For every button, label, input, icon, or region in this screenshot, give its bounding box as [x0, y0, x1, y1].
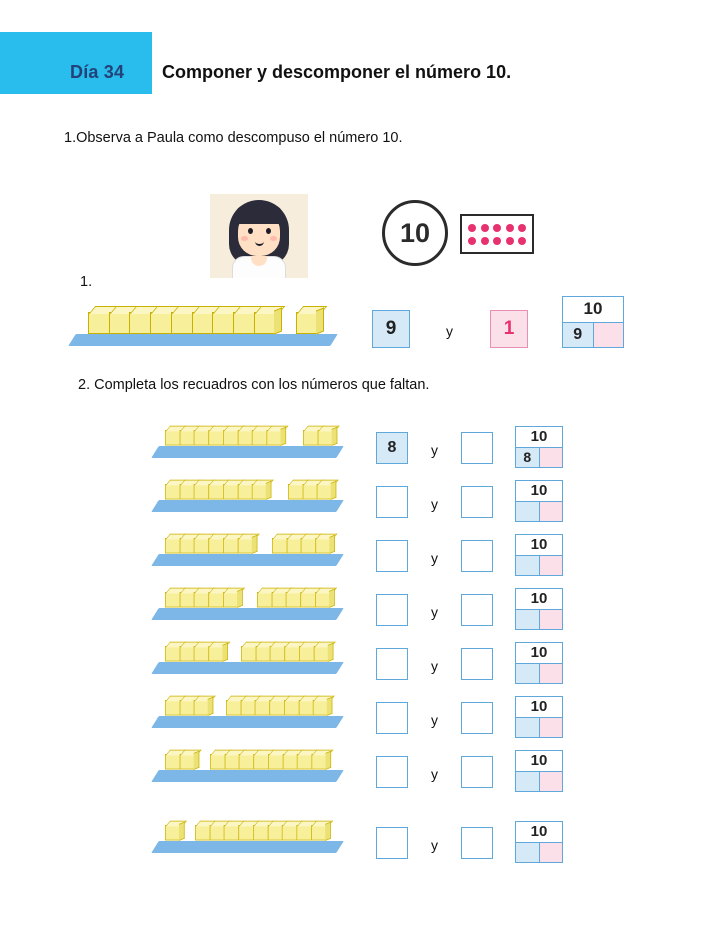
- exercise-addend-a-5[interactable]: [376, 648, 408, 680]
- exercise-addend-a-8[interactable]: [376, 827, 408, 859]
- cube-icon: [282, 754, 297, 769]
- cube-icon: [266, 430, 281, 445]
- result-part-right[interactable]: [540, 556, 563, 576]
- cube-icon: [223, 825, 238, 840]
- exercise-addend-b-3[interactable]: [461, 540, 493, 572]
- cube-train: [288, 484, 332, 499]
- dot-icon: [518, 224, 526, 232]
- result-total: 10: [563, 297, 623, 323]
- cube-icon: [194, 430, 209, 445]
- cube-icon: [165, 754, 180, 769]
- dot-icon: [493, 237, 501, 245]
- result-part-left[interactable]: 8: [516, 448, 540, 468]
- cube-icon: [224, 754, 239, 769]
- result-part-right[interactable]: [594, 323, 624, 348]
- cube-icon: [194, 646, 209, 661]
- cube-icon: [281, 825, 296, 840]
- cube-icon: [267, 825, 282, 840]
- exercise-addend-b-4[interactable]: [461, 594, 493, 626]
- shadow-strip: [68, 334, 337, 346]
- cheek-left-icon: [241, 236, 248, 241]
- cube-train: [303, 430, 333, 445]
- cube-icon: [270, 646, 285, 661]
- cube-icon: [165, 484, 180, 499]
- cube-icon: [165, 430, 180, 445]
- cube-icon: [223, 538, 238, 553]
- cube-icon: [165, 825, 180, 840]
- cube-icon: [286, 538, 301, 553]
- cube-train: [165, 538, 253, 553]
- exercise-addend-a-7[interactable]: [376, 756, 408, 788]
- shadow-strip: [151, 662, 343, 674]
- cube-train: [210, 754, 327, 769]
- cube-icon: [239, 754, 254, 769]
- separator-label: y: [431, 442, 438, 458]
- dot-icon: [481, 237, 489, 245]
- result-part-left[interactable]: [516, 772, 540, 792]
- shadow-strip: [151, 446, 343, 458]
- result-part-right[interactable]: [540, 843, 563, 863]
- dot-icon: [506, 237, 514, 245]
- cube-icon: [317, 430, 332, 445]
- eye-right-icon: [266, 228, 271, 234]
- separator-label: y: [446, 323, 453, 339]
- result-parts: [516, 718, 562, 738]
- cube-icon: [272, 538, 287, 553]
- cube-icon: [269, 700, 284, 715]
- cube-icon: [179, 592, 194, 607]
- paula-illustration: [210, 194, 308, 278]
- cube-train: [165, 484, 267, 499]
- result-box[interactable]: [515, 750, 563, 792]
- result-box[interactable]: [515, 696, 563, 738]
- cube-icon: [192, 312, 214, 334]
- cube-icon: [179, 754, 194, 769]
- day-label: Día 34: [70, 62, 125, 82]
- cube-icon: [223, 430, 238, 445]
- shadow-strip: [151, 500, 343, 512]
- separator-label: y: [431, 837, 438, 853]
- cube-icon: [223, 484, 238, 499]
- fringe-icon: [234, 204, 284, 224]
- result-part-right[interactable]: [540, 718, 563, 738]
- shadow-strip: [151, 841, 343, 853]
- cube-icon: [165, 646, 180, 661]
- cube-icon: [314, 592, 329, 607]
- cube-icon: [208, 592, 223, 607]
- cube-train: [88, 312, 276, 334]
- cube-icon: [208, 484, 223, 499]
- cube-train: [165, 754, 195, 769]
- cube-icon: [297, 754, 312, 769]
- cube-train: [272, 538, 331, 553]
- result-part-left[interactable]: [516, 664, 540, 684]
- separator-label: y: [431, 550, 438, 566]
- cube-icon: [301, 538, 316, 553]
- exercise-addend-a-2[interactable]: [376, 486, 408, 518]
- exercise-addend-a-4[interactable]: [376, 594, 408, 626]
- cube-icon: [212, 312, 234, 334]
- result-part-right[interactable]: [540, 664, 563, 684]
- cube-icon: [241, 646, 256, 661]
- shadow-strip: [151, 716, 343, 728]
- exercise-addend-a-6[interactable]: [376, 702, 408, 734]
- cube-icon: [284, 646, 299, 661]
- eye-left-icon: [248, 228, 253, 234]
- cube-icon: [165, 592, 180, 607]
- result-total: 10: [516, 535, 562, 556]
- cube-icon: [195, 825, 210, 840]
- cube-icon: [271, 592, 286, 607]
- cube-icon: [194, 538, 209, 553]
- cube-icon: [208, 646, 223, 661]
- exercise-addend-b-8[interactable]: [461, 827, 493, 859]
- cube-train: [241, 646, 329, 661]
- cube-icon: [109, 312, 131, 334]
- result-part-right[interactable]: [540, 772, 563, 792]
- dot-icon: [493, 224, 501, 232]
- cube-icon: [209, 825, 224, 840]
- cube-icon: [255, 646, 270, 661]
- page-title: Componer y descomponer el número 10.: [162, 62, 512, 82]
- example-item-number: 1.: [80, 274, 93, 290]
- dot-icon: [468, 224, 476, 232]
- result-box[interactable]: [515, 426, 563, 468]
- cube-icon: [233, 312, 255, 334]
- result-box[interactable]: [515, 588, 563, 630]
- cube-train: [165, 592, 238, 607]
- dot-icon: [468, 237, 476, 245]
- cube-icon: [194, 700, 209, 715]
- cube-icon: [285, 592, 300, 607]
- cube-icon: [252, 825, 267, 840]
- cube-icon: [194, 484, 209, 499]
- cheek-right-icon: [270, 236, 277, 241]
- result-total: 10: [516, 697, 562, 718]
- cube-icon: [288, 484, 303, 499]
- cube-icon: [171, 312, 193, 334]
- separator-label: y: [431, 604, 438, 620]
- dot-icon: [481, 224, 489, 232]
- result-total: 10: [516, 643, 562, 664]
- result-part-right[interactable]: [540, 448, 563, 468]
- cube-train: [165, 430, 282, 445]
- dot-icon: [518, 237, 526, 245]
- result-total: 10: [516, 589, 562, 610]
- result-box[interactable]: [515, 480, 563, 522]
- result-parts: [563, 323, 623, 348]
- result-part-left[interactable]: [516, 556, 540, 576]
- cube-icon: [237, 430, 252, 445]
- result-part-left[interactable]: [516, 502, 540, 522]
- cube-icon: [283, 700, 298, 715]
- cube-icon: [88, 312, 110, 334]
- cube-icon: [316, 484, 331, 499]
- result-total: 10: [516, 822, 562, 843]
- cube-icon: [223, 592, 238, 607]
- cube-train: [226, 700, 328, 715]
- cube-icon: [254, 312, 276, 334]
- result-parts: [516, 502, 562, 522]
- cube-icon: [165, 700, 180, 715]
- separator-label: y: [431, 766, 438, 782]
- shadow-strip: [151, 554, 343, 566]
- separator-label: y: [431, 658, 438, 674]
- cube-icon: [238, 825, 253, 840]
- cube-icon: [302, 484, 317, 499]
- cube-icon: [179, 538, 194, 553]
- cube-train: [165, 646, 224, 661]
- dot-icon: [506, 224, 514, 232]
- cube-train: [165, 825, 180, 840]
- cube-icon: [268, 754, 283, 769]
- exercise-addend-b-1[interactable]: [461, 432, 493, 464]
- ten-frame-row: [468, 237, 526, 245]
- cube-icon: [129, 312, 151, 334]
- separator-label: y: [431, 496, 438, 512]
- ten-frame-row: [468, 224, 526, 232]
- shadow-strip: [151, 770, 343, 782]
- cube-icon: [208, 430, 223, 445]
- cube-icon: [253, 754, 268, 769]
- ten-frame: [460, 214, 534, 254]
- cube-icon: [296, 312, 318, 334]
- result-total: 10: [516, 427, 562, 448]
- cube-icon: [208, 538, 223, 553]
- cube-train: [257, 592, 330, 607]
- instruction-one: 1.Observa a Paula como descompuso el número 10.: [64, 130, 403, 146]
- cube-icon: [315, 538, 330, 553]
- cube-icon: [312, 700, 327, 715]
- cube-icon: [179, 430, 194, 445]
- cube-icon: [313, 646, 328, 661]
- cube-icon: [310, 825, 325, 840]
- exercise-addend-b-2[interactable]: [461, 486, 493, 518]
- cube-icon: [303, 430, 318, 445]
- exercise-addend-b-7[interactable]: [461, 756, 493, 788]
- exercise-addend-b-6[interactable]: [461, 702, 493, 734]
- cube-icon: [237, 484, 252, 499]
- cube-icon: [179, 484, 194, 499]
- cube-icon: [257, 592, 272, 607]
- result-parts: [516, 556, 562, 576]
- ten-circle: 10: [382, 200, 448, 266]
- cube-icon: [299, 646, 314, 661]
- cube-icon: [252, 430, 267, 445]
- result-total: 10: [516, 481, 562, 502]
- cube-icon: [210, 754, 225, 769]
- result-part-left[interactable]: [516, 718, 540, 738]
- result-part-left[interactable]: 9: [563, 323, 594, 348]
- result-part-right[interactable]: [540, 610, 563, 630]
- cube-icon: [165, 538, 180, 553]
- result-part-left[interactable]: [516, 843, 540, 863]
- exercise-addend-a-1[interactable]: 8: [376, 432, 408, 464]
- cube-icon: [226, 700, 241, 715]
- cube-icon: [179, 700, 194, 715]
- cube-icon: [296, 825, 311, 840]
- cube-train: [165, 700, 209, 715]
- result-parts: [516, 772, 562, 792]
- result-part-right[interactable]: [540, 502, 563, 522]
- cube-icon: [240, 700, 255, 715]
- result-parts: [516, 843, 562, 863]
- result-part-left[interactable]: [516, 610, 540, 630]
- separator-label: y: [431, 712, 438, 728]
- result-parts: [516, 664, 562, 684]
- result-box[interactable]: [515, 534, 563, 576]
- cube-icon: [311, 754, 326, 769]
- example-addend-b[interactable]: 1: [490, 310, 528, 348]
- instruction-two: 2. Completa los recuadros con los números que faltan.: [78, 377, 430, 393]
- cube-icon: [150, 312, 172, 334]
- cube-train: [195, 825, 326, 840]
- shadow-strip: [151, 608, 343, 620]
- cube-icon: [194, 592, 209, 607]
- exercise-addend-a-3[interactable]: [376, 540, 408, 572]
- cube-icon: [179, 646, 194, 661]
- result-parts: [516, 448, 562, 468]
- result-box[interactable]: [562, 296, 624, 348]
- example-addend-a[interactable]: 9: [372, 310, 410, 348]
- cube-icon: [237, 538, 252, 553]
- cube-icon: [252, 484, 267, 499]
- cube-icon: [298, 700, 313, 715]
- cube-train: [296, 312, 318, 334]
- result-parts: [516, 610, 562, 630]
- result-box[interactable]: [515, 642, 563, 684]
- result-box[interactable]: [515, 821, 563, 863]
- cube-icon: [300, 592, 315, 607]
- result-total: 10: [516, 751, 562, 772]
- exercise-addend-b-5[interactable]: [461, 648, 493, 680]
- cube-icon: [254, 700, 269, 715]
